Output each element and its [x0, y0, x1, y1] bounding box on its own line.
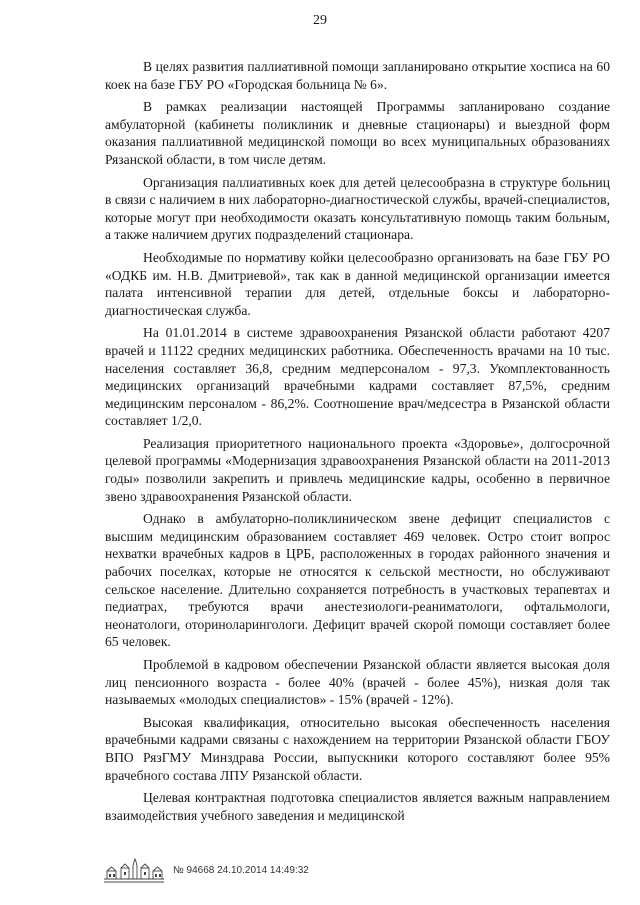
- paragraph-children-beds: Организация паллиативных коек для детей целесообразна в структуре больниц в связи с наличием в них лабораторно-диагностической службы, врачей-специалистов, которые могут при необходимости оказать консультативную помощь таким больным, а также наличием других подразделений стационара.: [105, 174, 610, 243]
- paragraph-odkb: Необходимые по нормативу койки целесообразно организовать на базе ГБУ РО «ОДКБ им. Н.В. Дмитриевой», так как в данной медицинской организации имеется палата интенсивной терапии для детей, отдельные боксы и лабораторно-диагностическая служба.: [105, 249, 610, 318]
- paragraph-qualification: Высокая квалификация, относительно высокая обеспеченность населения врачебными кадрами связаны с нахождением на территории Рязанской области ГБОУ ВПО РязГМУ Минздрава России, выпускники которого составляют более 95% врачебного состава ЛПУ Рязанской области.: [105, 714, 610, 783]
- paragraph-contract-training: Целевая контрактная подготовка специалистов является важным направлением взаимодействия учебного заведения и медицинской: [105, 790, 610, 823]
- paragraph-age-problem: Проблемой в кадровом обеспечении Рязанской области является высокая доля лиц пенсионного возраста - более 40% (врачей - более 45%), низкая доля так называемых «молодых специалистов» - 15% (врачей - 12%).: [105, 657, 610, 708]
- paragraph-national-project: Реализация приоритетного национального проекта «Здоровье», долгосрочной целевой программы «Модернизация здравоохранения Рязанской области на 2011-2013 годы» позволили закрепить и привлечь медицинские кадры, особенно в первичное звено здравоохранения Рязанской области.: [105, 435, 610, 504]
- kremlin-emblem-icon: [103, 858, 165, 884]
- document-body: [105, 58, 610, 829]
- paragraph-outpatient-forms: В рамках реализации настоящей Программы запланировано создание амбулаторной (кабинеты поликлиник и дневные стационары) и выездной форм оказания паллиативной медицинской помощи во всех муниципальных образованиях Рязанской области, в том числе детям.: [105, 99, 610, 167]
- paragraph-hospice: В целях развития паллиативной помощи запланировано открытие хосписа на 60 коек на базе ГБУ РО «Городская больница № 6».: [105, 59, 610, 92]
- page-number: 29: [313, 13, 327, 28]
- paragraph-shortage: Однако в амбулаторно-поликлиническом звене дефицит специалистов с высшим медицинским образованием составляет 469 человек. Остро стоит вопрос нехватки врачебных кадров в ЦРБ, расположенных в городах районного значения и рабочих поселках, которые не относятся к сельской местности, но обслуживают сельское население. Длительно сохраняется потребность в участковых терапевтах и педиатрах, требуются врачи анестезиологи-реаниматологи, офтальмологи, неонатологи, оториноларингологи. Дефицит врачей скорой помощи составляет более 65 человек.: [105, 511, 610, 650]
- paragraph-staffing-stats: На 01.01.2014 в системе здравоохранения Рязанской области работают 4207 врачей и 11122 средних медицинских работника. Обеспеченность врачами на 10 тыс. населения составляет 36,8, средним медперсоналом - 97,3. Укомплектованность медицинских организаций врачебными кадрами составляет 87,5%, средним медицинским персоналом - 86,2%. Соотношение врач/медсестра в Рязанской области составляет 1/2,0.: [105, 325, 610, 429]
- registration-stamp-text: № 94668 24.10.2014 14:49:32: [173, 865, 309, 876]
- registration-footer: [103, 858, 309, 884]
